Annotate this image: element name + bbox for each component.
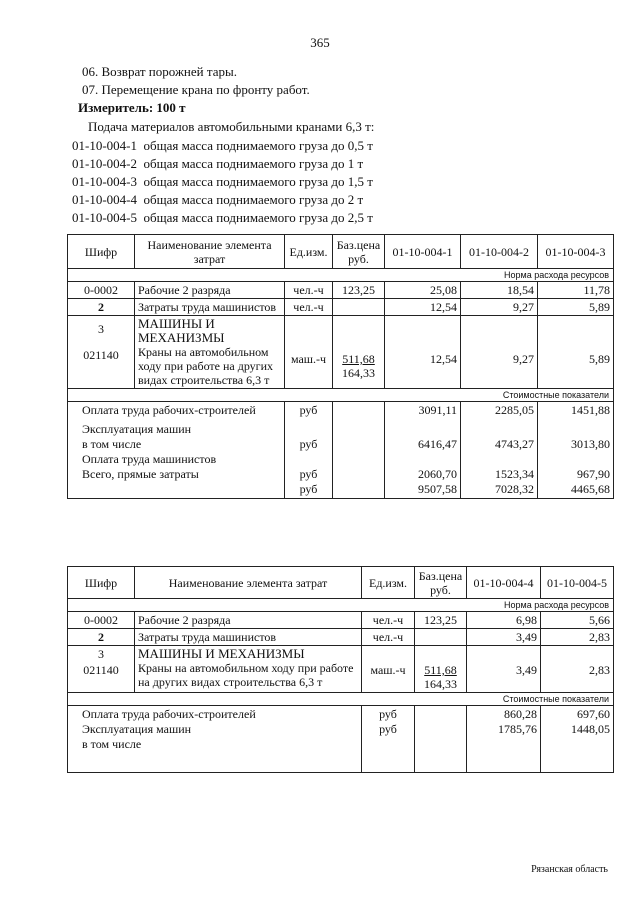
header-col: 01-10-004-4 <box>467 567 541 599</box>
summary-value: 6416,47 <box>418 437 457 451</box>
row-value: 18,54 <box>461 282 538 299</box>
summary-label: Оплата труда рабочих-строителей <box>82 707 256 721</box>
code-id: 01-10-004-4 <box>72 192 137 207</box>
summary-value: 2285,05 <box>495 403 534 417</box>
summary-value: 3091,11 <box>418 403 457 417</box>
summary-values <box>538 402 614 499</box>
summary-label: Эксплуатация машин <box>82 722 192 736</box>
norm-label-row <box>68 269 614 282</box>
table-header-row <box>68 235 614 269</box>
crane-price-bottom: 164,33 <box>342 366 375 380</box>
measure-label: Измеритель: 100 т <box>78 100 186 115</box>
resource-table-1 <box>67 234 614 499</box>
code-text: общая масса поднимаемого груза до 1,5 т <box>143 174 373 189</box>
row-name <box>135 646 362 693</box>
table-row <box>68 612 614 629</box>
table-row <box>68 646 614 693</box>
cost-label: Стоимостные показатели <box>68 389 614 402</box>
code-text: общая масса поднимаемого груза до 1 т <box>143 156 364 171</box>
row-code: 2 <box>68 299 135 316</box>
machines-title: МАШИНЫ И МЕХАНИЗМЫ <box>138 316 225 345</box>
summary-price <box>415 706 467 773</box>
intro-item-06: 06. Возврат порожней тары. <box>82 64 237 79</box>
row-value: 5,89 <box>538 316 614 389</box>
code-id: 01-10-004-1 <box>72 138 137 153</box>
summary-value: 4743,27 <box>495 437 534 451</box>
supply-heading: Подача материалов автомобильными кранами 6,3 т: <box>88 119 375 134</box>
code-line <box>72 210 373 226</box>
row-value: 6,98 <box>467 612 541 629</box>
summary-labels <box>68 706 362 773</box>
summary-units <box>362 706 415 773</box>
row-value: 25,08 <box>385 282 461 299</box>
code-line <box>72 192 363 208</box>
row-unit: маш.-ч <box>362 646 415 693</box>
header-price: Баз.цена руб. <box>333 235 385 269</box>
row-code: 0-0002 <box>68 612 135 629</box>
machines-title: МАШИНЫ И МЕХАНИЗМЫ <box>138 646 305 661</box>
header-unit: Ед.изм. <box>285 235 333 269</box>
summary-value: 2060,70 <box>418 467 457 481</box>
summary-unit: руб <box>299 437 318 451</box>
crane-price-top: 511,68 <box>342 352 375 366</box>
row-code <box>68 646 135 693</box>
summary-value: 9507,58 <box>418 482 457 496</box>
row-price <box>333 316 385 389</box>
row-value: 12,54 <box>385 316 461 389</box>
summary-value: 1448,05 <box>571 722 610 736</box>
table-row <box>68 629 614 646</box>
resource-table-2 <box>67 566 614 773</box>
row-value: 2,83 <box>541 629 614 646</box>
summary-values <box>467 706 541 773</box>
crane-code: 021140 <box>83 348 119 362</box>
code-line <box>72 156 363 172</box>
crane-price-top: 511,68 <box>424 663 457 677</box>
summary-values <box>385 402 461 499</box>
cost-label-row <box>68 693 614 706</box>
norm-label-row <box>68 599 614 612</box>
summary-value: 3013,80 <box>571 437 610 451</box>
header-code: Шифр <box>68 567 135 599</box>
code-line <box>72 138 373 154</box>
crane-name: Краны на автомобильном ходу при работе на других видах строительства 6,3 т <box>138 345 274 387</box>
norm-label: Норма расхода ресурсов <box>68 599 614 612</box>
header-code: Шифр <box>68 235 135 269</box>
code-text: общая масса поднимаемого груза до 2,5 т <box>143 210 373 225</box>
code-line <box>72 174 373 190</box>
summary-unit: руб <box>299 482 318 496</box>
summary-labels <box>68 402 285 499</box>
row-value: 9,27 <box>461 299 538 316</box>
row-name: Рабочие 2 разряда <box>135 282 285 299</box>
header-name: Наименование элемента затрат <box>135 567 362 599</box>
row-unit: чел.-ч <box>285 299 333 316</box>
summary-units <box>285 402 333 499</box>
row-name: Рабочие 2 разряда <box>135 612 362 629</box>
summary-values <box>461 402 538 499</box>
header-col: 01-10-004-5 <box>541 567 614 599</box>
region-footer: Рязанская область <box>531 864 608 875</box>
code-id: 01-10-004-5 <box>72 210 137 225</box>
crane-name: Краны на автомобильном ходу при работе на других видах строительства 6,3 т <box>138 661 354 689</box>
row-code: 2 <box>68 629 135 646</box>
summary-value: 967,90 <box>577 467 610 481</box>
summary-label: в том числе <box>82 437 142 451</box>
row-value: 3,49 <box>467 646 541 693</box>
intro-item-07: 07. Перемещение крана по фронту работ. <box>82 82 310 97</box>
summary-block <box>68 402 614 499</box>
table-row <box>68 282 614 299</box>
summary-unit: руб <box>379 707 397 721</box>
row-value: 9,27 <box>461 316 538 389</box>
row-name <box>135 316 285 389</box>
row-value: 3,49 <box>467 629 541 646</box>
summary-value: 1785,76 <box>498 722 537 736</box>
page-number: 365 <box>310 35 330 50</box>
row-price: 123,25 <box>333 282 385 299</box>
row-price: 123,25 <box>415 612 467 629</box>
header-price: Баз.цена руб. <box>415 567 467 599</box>
summary-label: Всего, прямые затраты <box>82 467 199 481</box>
summary-values <box>541 706 614 773</box>
summary-block <box>68 706 614 773</box>
table-row <box>68 316 614 389</box>
row-price <box>415 629 467 646</box>
row-price <box>333 299 385 316</box>
header-col: 01-10-004-2 <box>461 235 538 269</box>
row-value: 5,66 <box>541 612 614 629</box>
machines-code: 3 <box>98 647 104 661</box>
summary-value: 7028,32 <box>495 482 534 496</box>
code-id: 01-10-004-2 <box>72 156 137 171</box>
summary-unit: руб <box>379 722 397 736</box>
row-code <box>68 316 135 389</box>
summary-value: 1523,34 <box>495 467 534 481</box>
summary-value: 697,60 <box>577 707 610 721</box>
summary-price <box>333 402 385 499</box>
table-header-row <box>68 567 614 599</box>
table-row <box>68 299 614 316</box>
summary-unit: руб <box>299 467 318 481</box>
row-unit: маш.-ч <box>285 316 333 389</box>
row-unit: чел.-ч <box>362 612 415 629</box>
header-unit: Ед.изм. <box>362 567 415 599</box>
summary-label: Оплата труда рабочих-строителей <box>82 403 256 417</box>
row-price <box>415 646 467 693</box>
cost-label-row <box>68 389 614 402</box>
summary-value: 4465,68 <box>571 482 610 496</box>
summary-unit: руб <box>299 403 318 417</box>
header-name: Наименование элемента затрат <box>135 235 285 269</box>
row-value: 11,78 <box>538 282 614 299</box>
crane-code: 021140 <box>83 663 119 677</box>
code-text: общая масса поднимаемого груза до 0,5 т <box>143 138 373 153</box>
machines-code: 3 <box>98 322 104 336</box>
crane-price-bottom: 164,33 <box>424 677 457 691</box>
header-col: 01-10-004-1 <box>385 235 461 269</box>
summary-value: 1451,88 <box>571 403 610 417</box>
header-col: 01-10-004-3 <box>538 235 614 269</box>
row-value: 5,89 <box>538 299 614 316</box>
row-unit: чел.-ч <box>362 629 415 646</box>
code-text: общая масса поднимаемого груза до 2 т <box>143 192 364 207</box>
row-code: 0-0002 <box>68 282 135 299</box>
row-value: 2,83 <box>541 646 614 693</box>
summary-label: в том числе <box>82 737 142 751</box>
code-id: 01-10-004-3 <box>72 174 137 189</box>
row-name: Затраты труда машинистов <box>135 629 362 646</box>
row-value: 12,54 <box>385 299 461 316</box>
norm-label: Норма расхода ресурсов <box>68 269 614 282</box>
cost-label: Стоимостные показатели <box>68 693 614 706</box>
summary-label: Эксплуатация машин <box>82 422 192 436</box>
summary-label: Оплата труда машинистов <box>82 452 217 466</box>
row-name: Затраты труда машинистов <box>135 299 285 316</box>
row-unit: чел.-ч <box>285 282 333 299</box>
summary-value: 860,28 <box>504 707 537 721</box>
